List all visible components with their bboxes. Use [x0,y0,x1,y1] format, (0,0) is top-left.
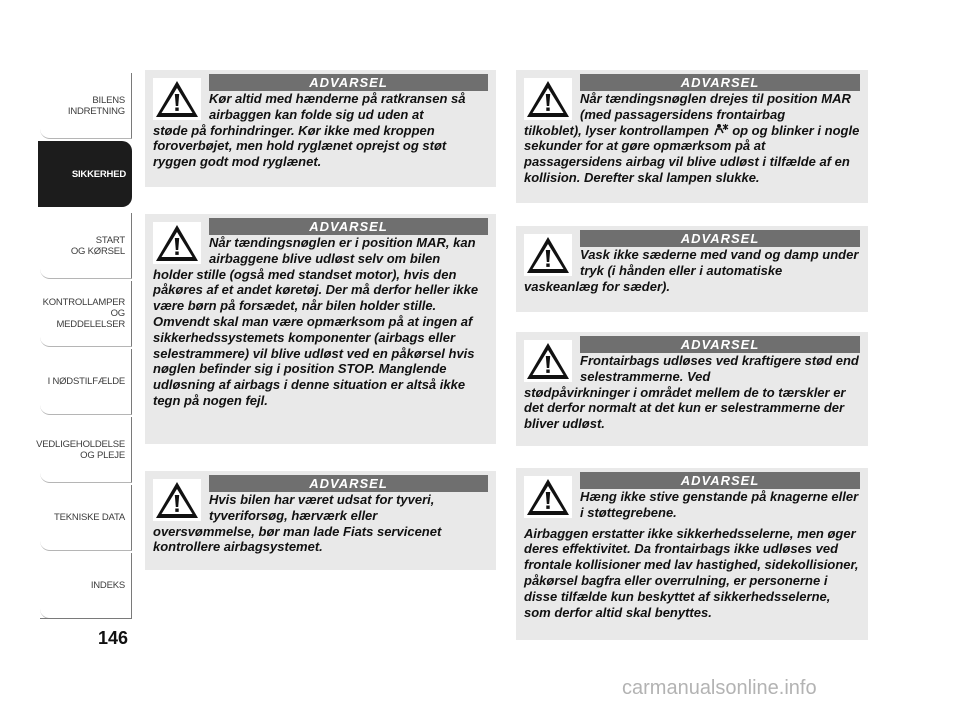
warning-triangle-icon [524,234,572,276]
tab-kontrollamper[interactable] [40,281,132,347]
warning-lead: Frontairbags udløses ved kraftigere stød end selestrammerne. Ved [580,353,859,384]
warning-triangle-icon [524,340,572,382]
warning-header: ADVARSEL [580,230,860,247]
warning-body: Airbaggen erstatter ikke sikkerhedsselerne, men øger deres effektivitet. Da frontairbags ikke udløses ved frontale kollisioner med lav hastighed, sidekollisioner, påkørsel bagfra eller overrulning, er personerne i disse tilfælde kun beskyttet af sikkerhedsselerne, som derfor altid skal benyttes. [524,525,859,620]
warning-text [524,247,860,294]
warning-text [153,91,488,170]
warning-box-hands-on-wheel [145,70,496,187]
warning-lead: Hvis bilen har været udsat for tyveri, tyveriforsøg, hærværk eller [209,492,435,523]
warning-text [153,235,488,409]
warning-text [524,353,860,432]
warning-triangle-icon [524,78,572,120]
tab-label: VEDLIGEHOLDELSE OG PLEJE [36,438,125,461]
warning-header: ADVARSEL [580,74,860,91]
warning-lead: Vask ikke sæderne med vand og damp under tryk (i hånden eller i automatiske [580,247,859,278]
warning-header: ADVARSEL [580,472,860,489]
warning-body: oversvømmelse, bør man lade Fiats servicenet kontrollere airbagsystemet. [153,523,442,555]
warning-lead: Når tændingsnøglen er i position MAR, kan airbaggene blive udløst selv om bilen [209,235,476,266]
warning-box-ignition-mar [145,214,496,444]
warning-lead: Hæng ikke stive genstande på knagerne eller i støttegrebene. [580,489,859,520]
tab-start-og-korsel[interactable] [40,213,132,279]
warning-body-part: op og blinker i nogle sekunder for at gøre opmærksom på at passagersidens airbag vil blive udløst i tilfælde af en kollision. Derefter skal lampen slukke. [524,122,860,185]
tab-indeks[interactable] [40,553,132,619]
tab-label: BILENS INDRETNING [67,94,125,117]
tab-bilens-indretning[interactable] [40,73,132,139]
tab-label: SIKKERHED [71,168,126,180]
airbag-warning-lamp-icon [713,123,729,136]
warning-text [524,489,860,620]
sidebar-divider [40,618,132,619]
warning-text [153,492,488,555]
warning-triangle-icon [153,222,201,264]
tab-i-nodstilfaelde[interactable] [40,349,132,415]
warning-triangle-icon [153,78,201,120]
warning-text [524,91,860,186]
tab-label: TEKNISKE DATA [54,512,125,523]
tab-label: START OG KØRSEL [70,234,125,257]
tab-tekniske-data[interactable] [40,485,132,551]
warning-body: holder stille (også med standset motor), hvis den påkøres af et andet køretøj. Der må derfor heller ikke være børn på forsædet, når bilen holder stille. Omvendt skal man være opmærksom på at ingen af sikkerhedssystemets komponenter (airbags eller selestrammere) vil blive udløst ved en påkørsel hvis nøglen befinder sig i position STOP. Manglende udløsning af airbags i denne situation er altså ikke tegn på nogen fejl. [153,266,479,408]
page-number: 146 [98,628,129,648]
warning-triangle-icon [153,479,201,521]
warning-box-frontairbags-threshold [516,332,868,446]
warning-body [524,123,860,186]
warning-header: ADVARSEL [209,218,488,235]
tab-label: I NØDSTILFÆLDE [47,376,125,387]
warning-body: støde på forhindringer. Kør ikke med kroppen foroverbøjet, men hold ryglænet oprejst og støt ryggen godt mod ryglænet. [153,122,447,170]
warning-header: ADVARSEL [209,475,488,492]
warning-triangle-icon [524,476,572,518]
warning-box-hooks-seatbelts [516,468,868,640]
warning-header: ADVARSEL [209,74,488,91]
warning-header: ADVARSEL [580,336,860,353]
warning-box-seat-washing [516,226,868,312]
warning-body: vaskeanlæg for sæder). [524,278,670,294]
warning-lead: Kør altid med hænderne på ratkransen så airbaggen kan folde sig ud uden at [209,91,466,122]
tab-label: INDEKS [90,580,125,591]
warning-lead: Når tændingsnøglen drejes til position MAR (med passagersidens frontairbag [580,91,851,122]
tab-sikkerhed[interactable] [38,141,132,207]
watermark-text: carmanualsonline.info [622,677,817,699]
warning-body: stødpåvirkninger i området mellem de to tærskler er det derfor normalt at det kun er selestrammerne der bliver udløst. [524,384,846,432]
warning-box-theft [145,471,496,570]
tab-label: KONTROLLAMPER OG MEDDELELSER [42,297,125,330]
tab-vedligeholdelse[interactable] [36,417,132,483]
warning-body-part: tilkoblet), lyser kontrollampen [524,122,709,138]
warning-box-passenger-airbag-lamp [516,70,868,203]
